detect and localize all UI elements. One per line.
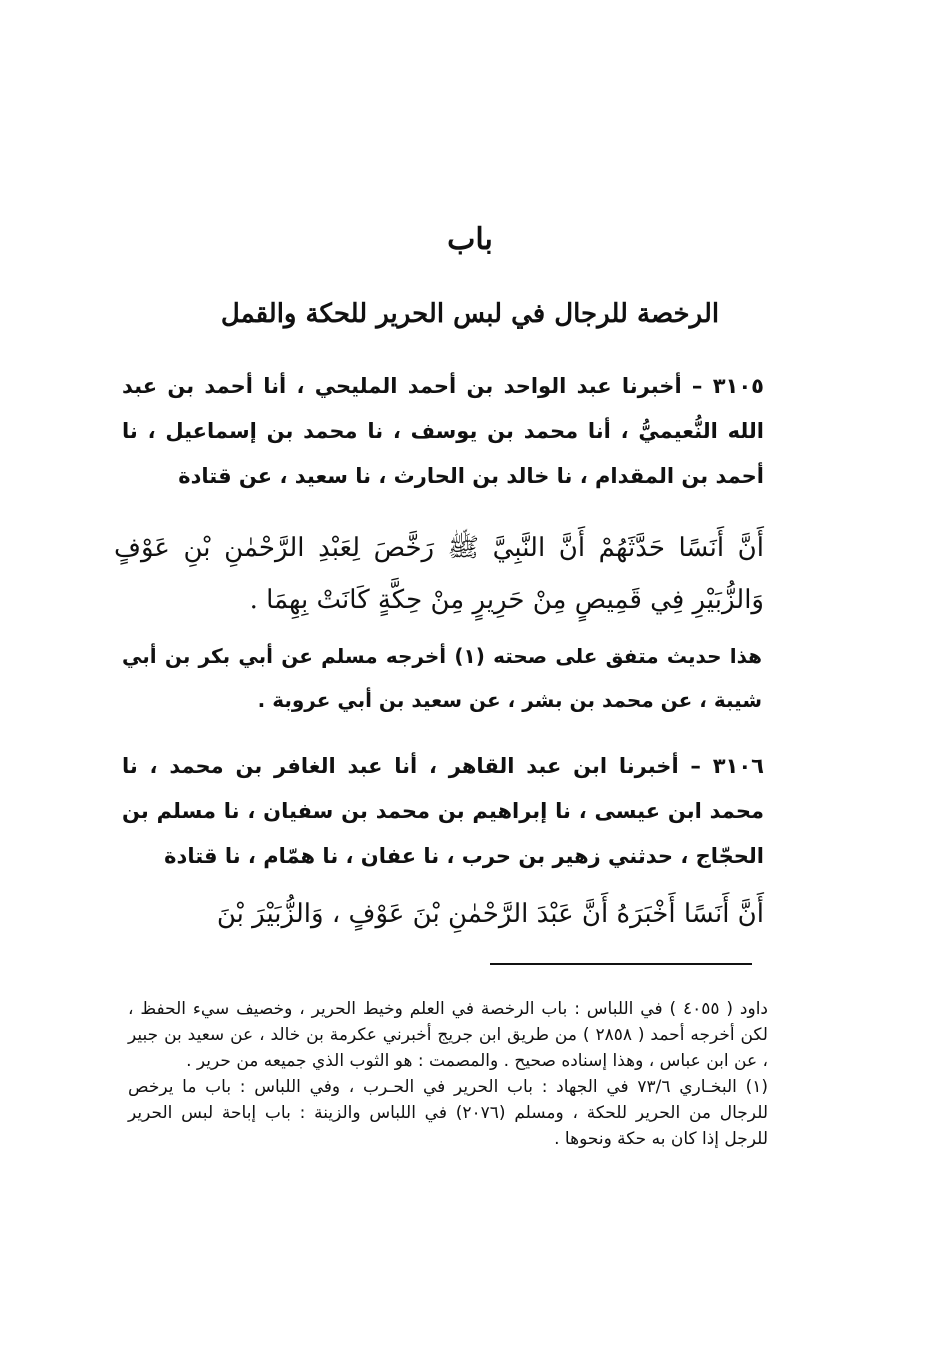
chapter-heading: باب [447,222,493,257]
footnote-1: (١) البخـاري ٧٣/٦ في الجهاد : باب الحرير في الحـرب ، وفي اللباس : باب ما يرخص للرجال من الحرير للحكة ، ومسلم (٢٠٧٦) في اللباس والزينة : باب إباحة لبس الحرير للرجل إذا كان به حكة ونحوها . [128,1077,769,1149]
footnote-continued: داود ( ٤٠٥٥ ) في اللباس : باب الرخصة في العلم وخيط الحرير ، وخصيف سيء الحفظ ، لكن أخرجه أحمد ( ٢٨٥٨ ) من طريق ابن جريج أخبرني عكرمة بن خالد ، عن سعيد بن جبير ، عن ابن عباس ، وهذا إسناده صحيح . والمصمت : هو الثوب الذي جميعه من حرير . [128,999,768,1071]
hadith-3105-matn: أَنَّ أَنَسًا حَدَّثَهُمْ أَنَّ النَّبِيَّ ﷺ رَخَّصَ لِعَبْدِ الرَّحْمٰنِ بْنِ عَوْفٍ وَالزُّبَيْرِ فِي قَمِيصٍ مِنْ حَرِيرٍ مِنْ حِكَّةٍ كَانَتْ بِهِمَا . [114,533,764,615]
hadith-3106-isnad: ٣١٠٦ – أخبرنا ابن عبد القاهر ، أنا عبد الغافر بن محمد ، نا محمد ابن عيسى ، نا إبراهيم بن محمد بن سفيان ، نا مسلم بن الحجّاج ، حدثني زهير بن حرب ، نا عفان ، نا همّام ، نا قتادة [122,754,764,868]
hadith-3105-commentary: هذا حديث متفق على صحته (١) أخرجه مسلم عن أبي بكر بن أبي شيبة ، عن محمد بن بشر ، عن سعيد بن أبي عروبة . [122,644,762,712]
hadith-3106-matn: أَنَّ أَنَسًا أَخْبَرَهُ أَنَّ عَبْدَ الرَّحْمٰنِ بْنَ عَوْفٍ ، وَالزُّبَيْرَ بْنَ [216,899,764,929]
chapter-title: الرخصة للرجال في لبس الحرير للحكة والقمل [220,299,720,329]
hadith-3105-isnad: ٣١٠٥ – أخبرنا عبد الواحد بن أحمد المليحي ، أنا أحمد بن عبد الله النُّعيميُّ ، أنا محمد بن يوسف ، نا محمد بن إسماعيل ، نا أحمد بن المقدام ، نا خالد بن الحارث ، نا سعيد ، عن قتادة [122,374,764,488]
footnote-separator [490,963,752,965]
footnotes [128,996,768,1152]
